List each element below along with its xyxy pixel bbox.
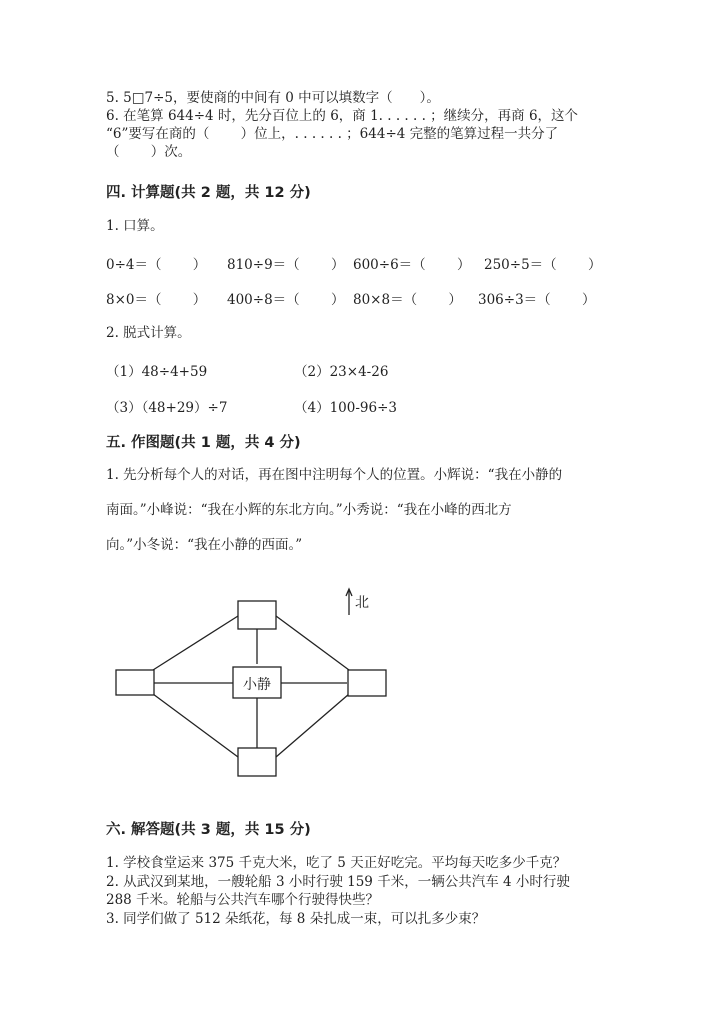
oral-item: 306÷3＝（ ） — [478, 292, 596, 308]
step-item: （2）23×4-26 — [294, 364, 389, 380]
box-west — [116, 670, 154, 695]
diagram-line — [276, 616, 349, 670]
oral-item: 8×0＝（ ） — [106, 292, 207, 308]
oral-calc-title: 1. 口算。 — [106, 218, 164, 234]
oral-item: 0÷4＝（ ） — [106, 257, 207, 273]
oral-item: 810÷9＝（ ） — [227, 257, 345, 273]
north-label: 北 — [355, 595, 369, 611]
section-6-heading: 六. 解答题(共 3 题，共 15 分) — [106, 822, 311, 838]
step-calc-title: 2. 脱式计算。 — [106, 325, 191, 341]
step-item: （3）（48+29）÷7 — [106, 400, 228, 416]
drawing-question-line-3: 向。”小冬说：“我在小静的西面。” — [106, 537, 303, 553]
diagram-line — [276, 694, 349, 757]
box-south — [238, 748, 276, 776]
step-item: （4）100-96÷3 — [294, 400, 397, 416]
word-problem-3: 3. 同学们做了 512 朵纸花，每 8 朵扎成一束，可以扎多少束？ — [106, 911, 486, 927]
center-label: 小静 — [243, 677, 271, 693]
drawing-question-line-2: 南面。”小峰说：“我在小辉的东北方向。”小秀说：“我在小峰的西北方 — [106, 502, 512, 518]
question-6-line-1: 6. 在笔算 644÷4 时，先分百位上的 6，商 1. . . . . . ；继续分，再商 6，这个 — [106, 108, 579, 124]
question-6-line-3: （ ）次。 — [106, 144, 192, 160]
step-item: （1）48÷4+59 — [106, 364, 208, 380]
oral-item: 600÷6＝（ ） — [353, 257, 471, 273]
diagram-line — [153, 694, 238, 757]
oral-item: 400÷8＝（ ） — [227, 292, 345, 308]
word-problem-1: 1. 学校食堂运来 375 千克大米，吃了 5 天正好吃完。平均每天吃多少千克？ — [106, 855, 567, 871]
section-4-heading: 四. 计算题(共 2 题，共 12 分) — [106, 185, 311, 201]
question-5: 5. 5□7÷5，要使商的中间有 0 中可以填数字（ ）。 — [106, 90, 440, 106]
word-problem-2-line-1: 2. 从武汉到某地，一艘轮船 3 小时行驶 159 千米，一辆公共汽车 4 小时行驶 — [106, 874, 570, 890]
oral-item: 250÷5＝（ ） — [484, 257, 602, 273]
question-6-line-2: “6”要写在商的（ ）位上，. . . . . . ；644÷4 完整的笔算过程一共分了 — [106, 126, 559, 142]
diagram-line — [153, 616, 238, 670]
oral-item: 80×8＝（ ） — [353, 292, 462, 308]
box-north — [238, 601, 276, 629]
section-5-heading: 五. 作图题(共 1 题，共 4 分) — [106, 435, 301, 451]
word-problem-2-line-2: 288 千米。轮船与公共汽车哪个行驶得快些？ — [106, 892, 380, 908]
box-east — [348, 670, 386, 696]
drawing-question-line-1: 1. 先分析每个人的对话，再在图中注明每个人的位置。小辉说：“我在小静的 — [106, 467, 563, 483]
